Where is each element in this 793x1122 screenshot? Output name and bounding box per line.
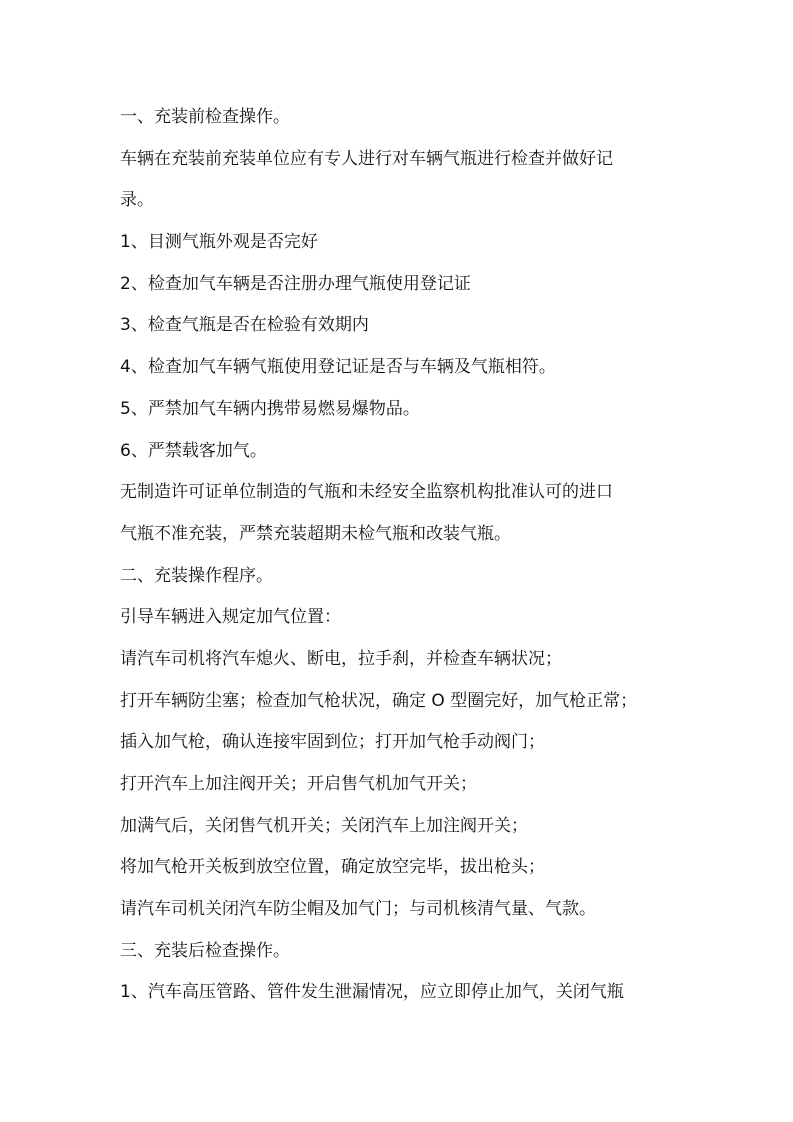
list-item: 1、汽车高压管路、管件发生泄漏情况，应立即停止加气，关闭气瓶 — [120, 982, 624, 1003]
procedure-step: 打开汽车上加注阀开关；开启售气机加气开关； — [120, 774, 477, 794]
paragraph-line: 无制造许可证单位制造的气瓶和未经安全监察机构批准认可的进口 — [120, 482, 613, 503]
procedure-step: 请汽车司机关闭汽车防尘帽及加气门；与司机核清气量、气款。 — [120, 899, 596, 920]
list-item: 4、检查加气车辆气瓶使用登记证是否与车辆及气瓶相符。 — [120, 357, 556, 378]
section-heading-fill-procedure: 二、充装操作程序。 — [120, 565, 273, 586]
procedure-step: 引导车辆进入规定加气位置： — [120, 607, 341, 628]
paragraph-line: 气瓶不准充装，严禁充装超期未检气瓶和改装气瓶。 — [120, 523, 511, 544]
procedure-step: 请汽车司机将汽车熄火、断电，拉手刹，并检查车辆状况； — [120, 648, 562, 669]
document-body — [120, 103, 680, 1020]
procedure-step: 打开车辆防尘塞；检查加气枪状况，确定 O 型圈完好，加气枪正常； — [120, 690, 638, 711]
procedure-step: 将加气枪开关板到放空位置，确定放空完毕，拔出枪头； — [120, 857, 545, 878]
list-item: 3、检查气瓶是否在检验有效期内 — [120, 315, 369, 336]
list-item: 1、目测气瓶外观是否完好 — [120, 232, 318, 253]
section-heading-pre-fill-inspection: 一、充装前检查操作。 — [120, 107, 290, 127]
procedure-step: 加满气后，关闭售气机开关；关闭汽车上加注阀开关； — [120, 815, 528, 836]
procedure-step: 插入加气枪，确认连接牢固到位；打开加气枪手动阀门； — [120, 732, 545, 753]
section-heading-post-fill-inspection: 三、充装后检查操作。 — [120, 940, 290, 961]
list-item: 6、严禁载客加气。 — [120, 440, 267, 461]
paragraph-line: 录。 — [120, 190, 154, 211]
paragraph-line: 车辆在充装前充装单位应有专人进行对车辆气瓶进行检查并做好记 — [120, 148, 613, 169]
list-item: 5、严禁加气车辆内携带易燃易爆物品。 — [120, 398, 420, 419]
list-item: 2、检查加气车辆是否注册办理气瓶使用登记证 — [120, 273, 471, 294]
